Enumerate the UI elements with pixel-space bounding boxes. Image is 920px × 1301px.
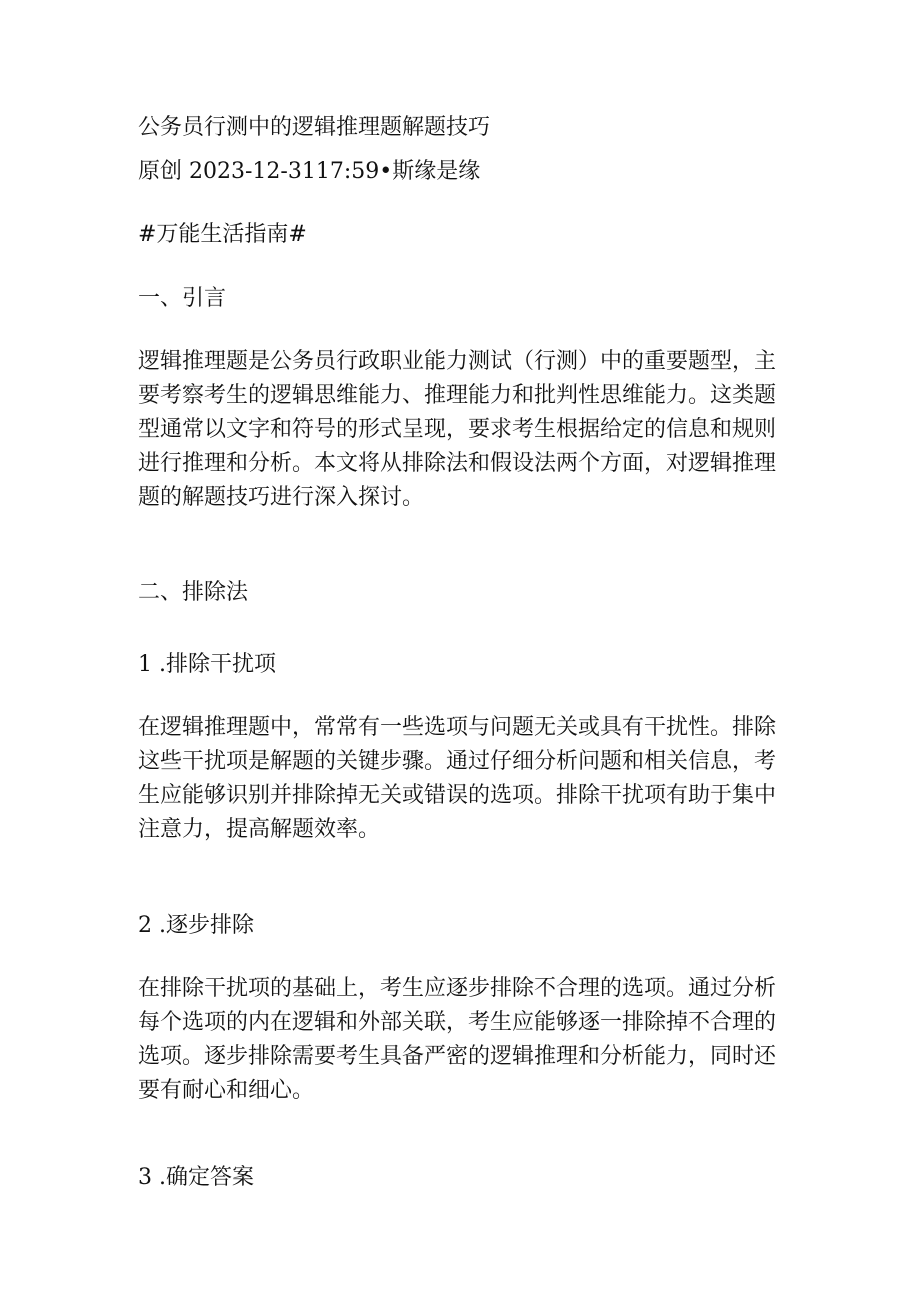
subsection-1-paragraph (138, 711, 778, 847)
paragraph-line: 生应能够识别并排除掉无关或错误的选项。排除干扰项有助于集中 (138, 783, 777, 808)
paragraph-line: 题的解题技巧进行深入探讨。 (138, 485, 425, 510)
paragraph-line: 这些干扰项是解题的关键步骤。通过仔细分析问题和相关信息，考 (138, 749, 777, 774)
section-heading-elimination: 二、排除法 (138, 580, 249, 605)
paragraph-line: 在排除干扰项的基础上，考生应逐步排除不合理的选项。通过分析 (138, 976, 777, 1001)
intro-paragraph (138, 345, 778, 515)
paragraph-line: 要有耐心和细心。 (138, 1078, 315, 1103)
subsection-heading-2: 2 .逐步排除 (138, 913, 254, 938)
subsection-heading-3: 3 .确定答案 (138, 1165, 254, 1190)
topic-tag: #万能生活指南# (138, 222, 307, 247)
document-title: 公务员行测中的逻辑推理题解题技巧 (138, 115, 491, 140)
document-meta: 原创 2023-12-3117:59•斯缘是缘 (138, 159, 481, 184)
paragraph-line: 要考察考生的逻辑思维能力、推理能力和批判性思维能力。这类题 (138, 383, 777, 408)
subsection-heading-1: 1 .排除干扰项 (138, 652, 276, 677)
paragraph-line: 型通常以文字和符号的形式呈现，要求考生根据给定的信息和规则 (138, 417, 777, 442)
paragraph-line: 每个选项的内在逻辑和外部关联，考生应能够逐一排除掉不合理的 (138, 1010, 777, 1035)
paragraph-line: 注意力，提高解题效率。 (138, 817, 381, 842)
subsection-2-paragraph (138, 972, 778, 1108)
section-heading-intro: 一、引言 (138, 286, 227, 311)
paragraph-line: 在逻辑推理题中，常常有一些选项与问题无关或具有干扰性。排除 (138, 715, 777, 740)
paragraph-line: 逻辑推理题是公务员行政职业能力测试（行测）中的重要题型，主 (138, 349, 777, 374)
paragraph-line: 选项。逐步排除需要考生具备严密的逻辑推理和分析能力，同时还 (138, 1044, 777, 1069)
paragraph-line: 进行推理和分析。本文将从排除法和假设法两个方面，对逻辑推理 (138, 451, 777, 476)
